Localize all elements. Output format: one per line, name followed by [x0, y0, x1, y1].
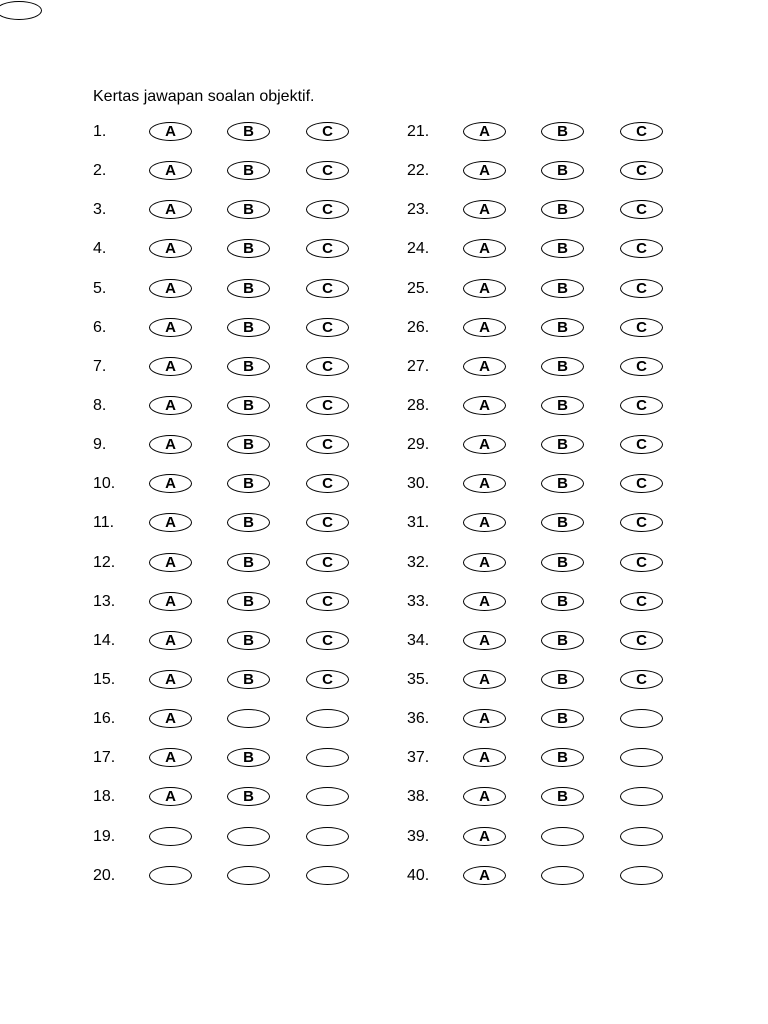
answer-bubble-b[interactable]: B	[541, 396, 584, 415]
question-number: 30.	[407, 475, 430, 493]
page-title: Kertas jawapan soalan objektif.	[93, 88, 315, 105]
question-number: 33.	[407, 592, 430, 610]
answer-bubble-a[interactable]: A	[149, 200, 192, 219]
answer-bubble-b[interactable]: B	[227, 592, 270, 611]
question-number: 19.	[93, 827, 116, 845]
question-number: 1.	[93, 123, 107, 140]
question-number: 10.	[93, 475, 116, 493]
answer-row	[93, 660, 393, 699]
answer-bubble-a[interactable]: A	[149, 748, 192, 767]
question-number: 39.	[407, 827, 430, 845]
answer-bubble-a[interactable]: A	[149, 553, 192, 572]
answer-bubble-c[interactable]	[306, 748, 349, 767]
answer-bubble-b[interactable]: B	[227, 279, 270, 298]
answer-bubble-a[interactable]: A	[463, 435, 506, 454]
answer-row	[407, 386, 707, 425]
answer-bubble-c[interactable]: C	[620, 357, 663, 376]
answer-bubble-c[interactable]: C	[306, 631, 349, 650]
answer-bubble-c[interactable]: C	[620, 200, 663, 219]
answer-bubble-b[interactable]: B	[541, 122, 584, 141]
answer-bubble-b[interactable]: B	[541, 592, 584, 611]
answer-bubble-b[interactable]: B	[541, 161, 584, 180]
question-number: 21.	[407, 123, 430, 140]
answer-bubble-a[interactable]: A	[463, 709, 506, 728]
answer-bubble-a[interactable]: A	[149, 396, 192, 415]
answer-bubble-c[interactable]: C	[620, 396, 663, 415]
answer-bubble-a[interactable]: A	[463, 631, 506, 650]
answer-bubble-b[interactable]: B	[541, 553, 584, 572]
answer-bubble-a[interactable]: A	[463, 279, 506, 298]
answer-row	[407, 190, 707, 229]
answer-bubble-a[interactable]: A	[149, 709, 192, 728]
answer-bubble-c[interactable]: C	[306, 279, 349, 298]
answer-bubble-a[interactable]: A	[149, 239, 192, 258]
answer-bubble-b[interactable]: B	[541, 200, 584, 219]
corner-mark-oval	[0, 1, 42, 20]
question-number: 24.	[407, 240, 430, 258]
answer-row	[407, 582, 707, 621]
answer-bubble-c[interactable]: C	[306, 161, 349, 180]
answer-bubble-a[interactable]: A	[463, 161, 506, 180]
answer-bubble-b[interactable]: B	[227, 318, 270, 337]
answer-bubble-a[interactable]: A	[149, 279, 192, 298]
answer-row	[93, 151, 393, 190]
answer-bubble-b[interactable]: B	[227, 435, 270, 454]
answer-bubble-b[interactable]: B	[227, 396, 270, 415]
answer-row	[93, 229, 393, 268]
answer-row	[93, 699, 393, 738]
question-number: 34.	[407, 631, 430, 649]
answer-row	[93, 386, 393, 425]
answer-row	[407, 817, 707, 856]
answer-bubble-b[interactable]: B	[227, 200, 270, 219]
answer-bubble-c[interactable]: C	[620, 435, 663, 454]
question-number: 18.	[93, 788, 116, 806]
question-number: 36.	[407, 710, 430, 728]
question-number: 5.	[93, 279, 107, 297]
question-number: 12.	[93, 553, 116, 571]
answer-bubble-a[interactable]: A	[463, 866, 506, 885]
answer-bubble-b[interactable]: B	[541, 474, 584, 493]
answer-bubble-c[interactable]	[620, 827, 663, 846]
answer-bubble-c[interactable]: C	[306, 122, 349, 141]
question-number: 9.	[93, 436, 107, 454]
answer-bubble-a[interactable]: A	[463, 670, 506, 689]
answer-bubble-b[interactable]: B	[541, 709, 584, 728]
answer-bubble-a[interactable]: A	[149, 592, 192, 611]
question-number: 27.	[407, 357, 430, 375]
question-number: 26.	[407, 318, 430, 336]
answer-bubble-b[interactable]: B	[227, 122, 270, 141]
answer-row	[407, 699, 707, 738]
answer-row	[407, 151, 707, 190]
answer-row	[93, 425, 393, 464]
answer-bubble-a[interactable]: A	[463, 357, 506, 376]
answer-bubble-c[interactable]	[620, 709, 663, 728]
answer-bubble-b[interactable]: B	[227, 513, 270, 532]
answer-bubble-a[interactable]: A	[463, 318, 506, 337]
answer-bubble-b[interactable]: B	[227, 631, 270, 650]
answer-bubble-c[interactable]: C	[306, 474, 349, 493]
answer-bubble-b[interactable]: B	[541, 357, 584, 376]
answer-bubble-b[interactable]: B	[227, 357, 270, 376]
answer-bubble-c[interactable]: C	[306, 553, 349, 572]
answer-bubble-b[interactable]: B	[227, 748, 270, 767]
answer-bubble-c[interactable]: C	[306, 592, 349, 611]
answer-bubble-a[interactable]: A	[149, 435, 192, 454]
answer-bubble-b[interactable]: B	[541, 748, 584, 767]
question-number: 7.	[93, 357, 107, 375]
answer-row	[407, 269, 707, 308]
question-number: 35.	[407, 670, 430, 688]
answer-bubble-b[interactable]	[227, 866, 270, 885]
answer-bubble-c[interactable]	[620, 787, 663, 806]
answer-bubble-b[interactable]: B	[541, 279, 584, 298]
answer-row	[407, 777, 707, 816]
answer-bubble-a[interactable]: A	[149, 631, 192, 650]
answer-bubble-a[interactable]: A	[149, 161, 192, 180]
answer-bubble-a[interactable]: A	[463, 396, 506, 415]
answer-bubble-b[interactable]: B	[227, 474, 270, 493]
answer-bubble-c[interactable]	[306, 709, 349, 728]
answer-bubble-a[interactable]: A	[463, 474, 506, 493]
answer-bubble-a[interactable]: A	[463, 513, 506, 532]
answer-bubble-a[interactable]: A	[463, 239, 506, 258]
answer-bubble-c[interactable]	[306, 866, 349, 885]
answer-bubble-c[interactable]: C	[620, 670, 663, 689]
answer-bubble-a[interactable]: A	[463, 787, 506, 806]
question-number: 17.	[93, 749, 116, 767]
answer-column-right	[407, 112, 707, 895]
question-number: 16.	[93, 710, 116, 728]
answer-row	[407, 112, 707, 151]
answer-row	[407, 229, 707, 268]
answer-row	[93, 190, 393, 229]
answer-bubble-c[interactable]	[620, 866, 663, 885]
answer-bubble-b[interactable]: B	[541, 435, 584, 454]
answer-bubble-b[interactable]: B	[541, 787, 584, 806]
answer-bubble-c[interactable]	[306, 787, 349, 806]
answer-bubble-a[interactable]: A	[463, 592, 506, 611]
answer-bubble-c[interactable]	[306, 827, 349, 846]
question-number: 13.	[93, 592, 116, 610]
answer-bubble-b[interactable]: B	[541, 670, 584, 689]
answer-bubble-c[interactable]: C	[306, 513, 349, 532]
answer-row	[93, 817, 393, 856]
question-number: 4.	[93, 240, 107, 258]
answer-bubble-a[interactable]: A	[463, 748, 506, 767]
question-number: 22.	[407, 162, 430, 180]
question-number: 20.	[93, 866, 116, 884]
answer-bubble-b[interactable]: B	[541, 631, 584, 650]
answer-row	[93, 308, 393, 347]
answer-bubble-a[interactable]: A	[149, 122, 192, 141]
answer-bubble-c[interactable]: C	[620, 631, 663, 650]
answer-bubble-b[interactable]	[227, 827, 270, 846]
answer-row	[93, 269, 393, 308]
answer-column-left	[93, 112, 393, 895]
answer-bubble-b[interactable]: B	[227, 239, 270, 258]
answer-row	[407, 503, 707, 542]
answer-bubble-a[interactable]: A	[149, 513, 192, 532]
answer-bubble-b[interactable]: B	[227, 161, 270, 180]
answer-row	[93, 347, 393, 386]
answer-bubble-c[interactable]: C	[620, 513, 663, 532]
answer-bubble-a[interactable]: A	[149, 474, 192, 493]
question-number: 38.	[407, 788, 430, 806]
question-number: 8.	[93, 396, 107, 414]
question-number: 15.	[93, 670, 116, 688]
answer-row	[407, 856, 707, 895]
answer-bubble-c[interactable]: C	[620, 279, 663, 298]
answer-bubble-c[interactable]: C	[306, 200, 349, 219]
answer-bubble-b[interactable]: B	[541, 513, 584, 532]
question-number: 23.	[407, 201, 430, 219]
answer-row	[93, 112, 393, 151]
answer-bubble-c[interactable]: C	[306, 435, 349, 454]
answer-row	[407, 464, 707, 503]
question-number: 11.	[93, 514, 115, 532]
answer-row	[407, 660, 707, 699]
answer-row	[407, 347, 707, 386]
answer-row	[93, 777, 393, 816]
answer-bubble-c[interactable]: C	[620, 592, 663, 611]
question-number: 2.	[93, 162, 107, 180]
answer-bubble-c[interactable]: C	[306, 357, 349, 376]
answer-bubble-c[interactable]: C	[620, 161, 663, 180]
question-number: 37.	[407, 749, 430, 767]
answer-bubble-c[interactable]: C	[620, 474, 663, 493]
answer-bubble-c[interactable]: C	[620, 239, 663, 258]
answer-bubble-a[interactable]: A	[463, 122, 506, 141]
answer-bubble-b[interactable]: B	[227, 787, 270, 806]
answer-bubble-c[interactable]: C	[306, 670, 349, 689]
answer-row	[407, 308, 707, 347]
answer-row	[407, 425, 707, 464]
question-number: 14.	[93, 631, 116, 649]
answer-bubble-a[interactable]: A	[149, 357, 192, 376]
answer-bubble-b[interactable]: B	[541, 239, 584, 258]
question-number: 3.	[93, 201, 107, 219]
question-number: 6.	[93, 318, 107, 336]
answer-bubble-c[interactable]: C	[306, 239, 349, 258]
answer-bubble-c[interactable]: C	[620, 318, 663, 337]
answer-bubble-c[interactable]	[620, 748, 663, 767]
answer-bubble-c[interactable]: C	[620, 122, 663, 141]
answer-bubble-c[interactable]: C	[306, 396, 349, 415]
answer-bubble-b[interactable]	[227, 709, 270, 728]
question-number: 28.	[407, 396, 430, 414]
answer-bubble-b[interactable]: B	[541, 318, 584, 337]
question-number: 31.	[407, 514, 430, 532]
answer-row	[407, 543, 707, 582]
answer-bubble-b[interactable]: B	[227, 670, 270, 689]
answer-bubble-c[interactable]: C	[620, 553, 663, 572]
answer-bubble-a[interactable]: A	[463, 553, 506, 572]
answer-bubble-b[interactable]	[541, 866, 584, 885]
question-number: 25.	[407, 279, 430, 297]
answer-row	[93, 738, 393, 777]
answer-bubble-a[interactable]: A	[149, 670, 192, 689]
answer-row	[93, 503, 393, 542]
question-number: 40.	[407, 866, 430, 884]
answer-row	[407, 621, 707, 660]
question-number: 32.	[407, 553, 430, 571]
answer-bubble-a[interactable]: A	[463, 200, 506, 219]
question-number: 29.	[407, 436, 430, 454]
answer-row	[93, 856, 393, 895]
answer-row	[93, 464, 393, 503]
answer-row	[407, 738, 707, 777]
answer-row	[93, 543, 393, 582]
answer-bubble-c[interactable]: C	[306, 318, 349, 337]
answer-bubble-b[interactable]	[541, 827, 584, 846]
answer-bubble-a[interactable]: A	[463, 827, 506, 846]
answer-bubble-a[interactable]: A	[149, 787, 192, 806]
answer-bubble-b[interactable]: B	[227, 553, 270, 572]
answer-row	[93, 582, 393, 621]
answer-bubble-a[interactable]	[149, 866, 192, 885]
answer-bubble-a[interactable]: A	[149, 318, 192, 337]
answer-bubble-a[interactable]	[149, 827, 192, 846]
answer-row	[93, 621, 393, 660]
